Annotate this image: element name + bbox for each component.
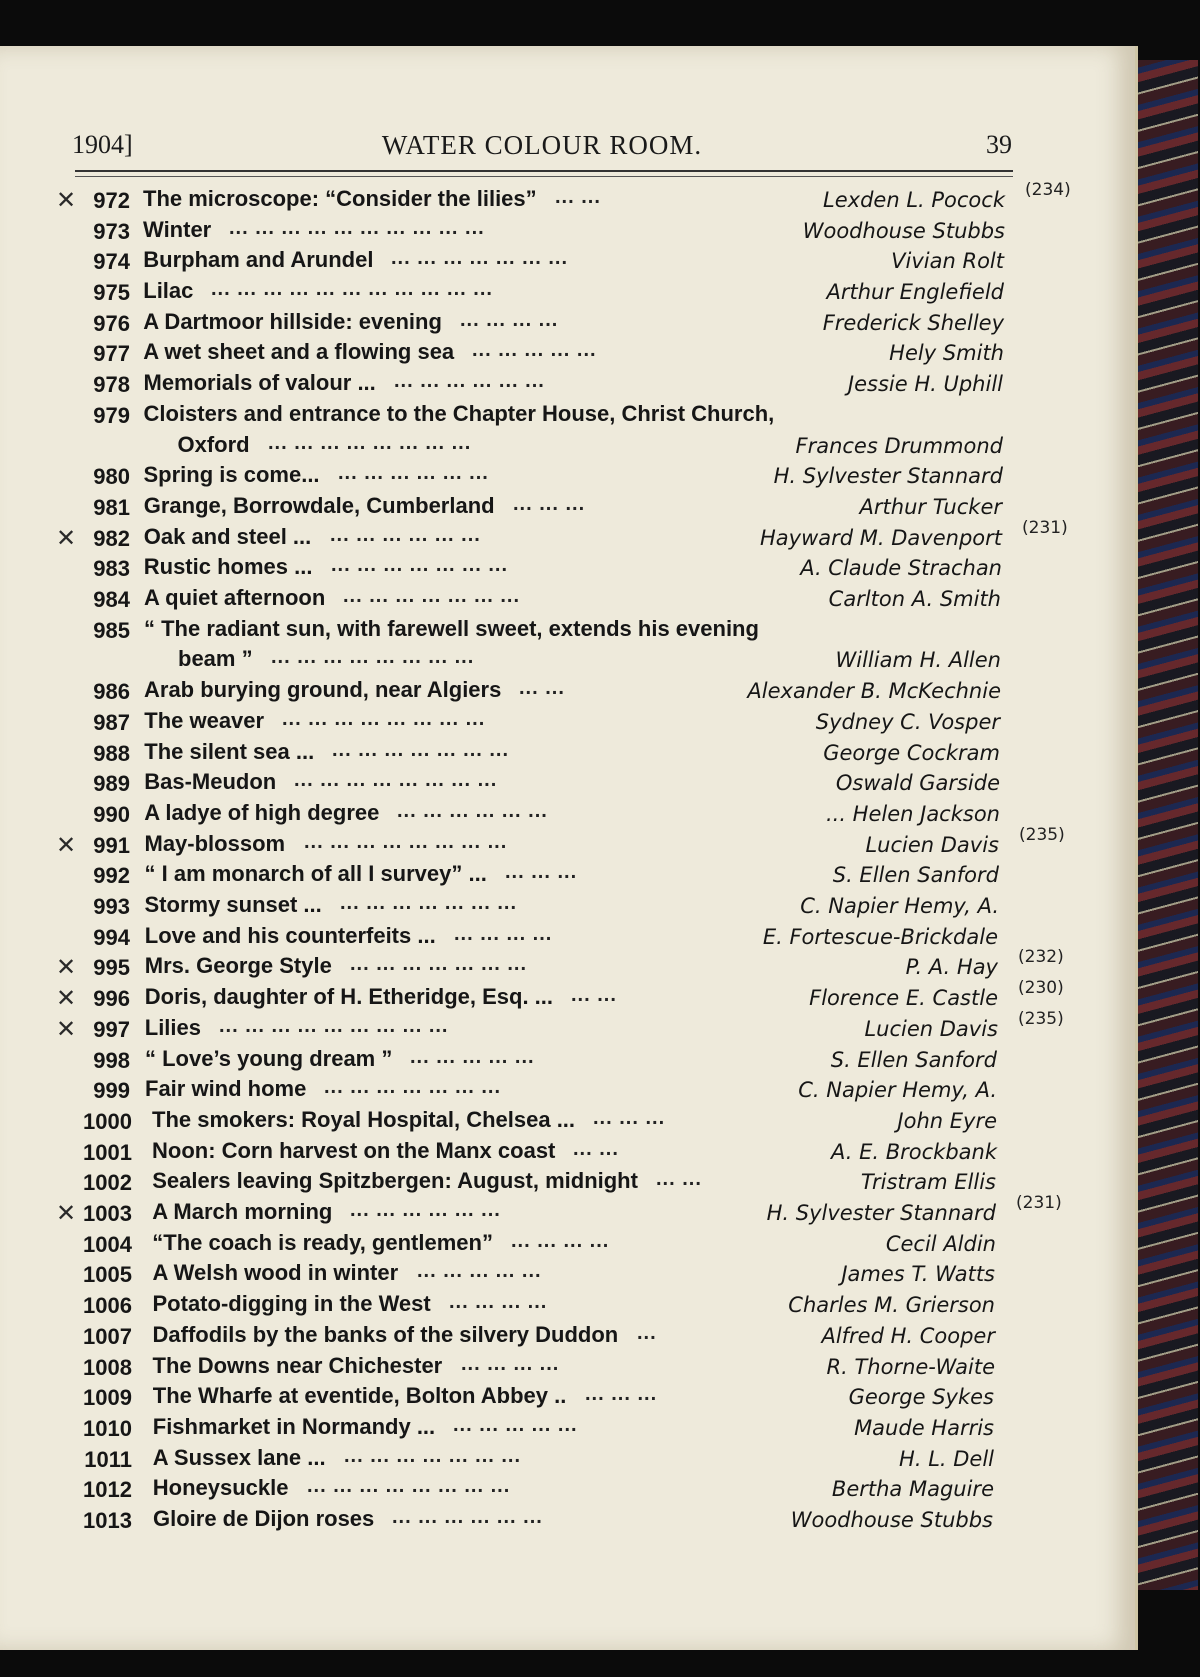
leader-dots: ... ... ... ... ... ...: [338, 462, 489, 484]
catalogue-entry: [0, 462, 1120, 492]
entry-title: Oxford: [177, 432, 250, 457]
entry-title: Bas-Meudon: [144, 769, 277, 794]
catalogue-entry: [0, 646, 1120, 676]
entry-artist: Arthur Tucker: [859, 495, 1002, 519]
entry-number: 990: [93, 802, 130, 827]
leader-dots: ... ... ... ... ... ... ... ...: [307, 1475, 511, 1497]
leader-dots: ... ... ... ... ... ... ... ...: [271, 646, 475, 668]
entry-artist: P. A. Hay: [905, 955, 998, 979]
entry-title: The microscope: “Consider the lilies”: [143, 186, 537, 211]
catalogue-entry: [0, 1168, 1120, 1198]
entry-artist: Arthur Englefield: [826, 280, 1004, 304]
entry-number: 999: [93, 1078, 130, 1103]
catalogue-entry: [0, 1046, 1120, 1076]
entry-artist: C. Napier Hemy, A.: [800, 894, 999, 918]
entry-number: 1004: [83, 1232, 132, 1257]
leader-dots: ... ... ... ... ... ...: [394, 370, 545, 392]
entry-artist: Lucien Davis: [865, 833, 999, 857]
entry-title: The Wharfe at eventide, Bolton Abbey ..: [152, 1383, 567, 1408]
handwritten-note: (235): [1019, 825, 1065, 845]
entry-title: Gloire de Dijon roses: [153, 1506, 375, 1531]
catalogue-entry: [0, 1260, 1120, 1290]
selection-mark: ✕: [56, 1015, 77, 1043]
entry-title: Rustic homes ...: [143, 554, 313, 579]
leader-dots: ... ... ... ... ... ...: [330, 524, 481, 546]
entry-number: 987: [93, 710, 130, 735]
catalogue-entry: [0, 180, 1120, 216]
entry-title: A wet sheet and a flowing sea: [143, 339, 455, 364]
entry-number: 1013: [83, 1508, 132, 1533]
leader-dots: ... ...: [519, 677, 565, 699]
entry-title: Memorials of valour ...: [143, 370, 376, 395]
entry-title: Lilac: [143, 278, 194, 303]
leader-dots: ... ... ... ...: [454, 923, 553, 945]
catalogue-entry: [0, 739, 1120, 769]
handwritten-note: (234): [1025, 180, 1071, 200]
leader-dots: ... ... ... ... ...: [453, 1414, 578, 1436]
leader-dots: ... ... ... ... ... ... ...: [350, 953, 528, 975]
entry-artist: C. Napier Hemy, A.: [798, 1078, 997, 1102]
handwritten-note: (231): [1022, 518, 1068, 538]
leader-dots: ... ... ...: [593, 1107, 666, 1129]
entry-number: 998: [93, 1048, 130, 1073]
catalogue-entry: [0, 1383, 1120, 1413]
catalogue-entry: [0, 247, 1120, 277]
catalogue-entry: [0, 1475, 1120, 1505]
entry-title: Winter: [143, 217, 212, 242]
entry-artist: H. Sylvester Stannard: [773, 464, 1003, 488]
catalogue-entry: [0, 1107, 1120, 1137]
catalogue-entry: [0, 861, 1120, 891]
entry-artist: Jessie H. Uphill: [847, 372, 1003, 396]
entry-title: The silent sea ...: [144, 739, 315, 764]
entry-number: 996: [93, 986, 130, 1011]
entry-number: 975: [93, 280, 130, 305]
entry-number: 985: [93, 618, 130, 643]
entry-title: Noon: Corn harvest on the Manx coast: [152, 1138, 556, 1163]
entry-artist: William H. Allen: [835, 648, 1001, 672]
entry-number: 978: [93, 372, 130, 397]
entry-title: Lilies: [144, 1015, 201, 1040]
entry-artist: Lexden L. Pocock: [823, 188, 1005, 212]
entry-title: Arab burying ground, near Algiers: [144, 677, 502, 702]
entry-number: 991: [93, 833, 130, 858]
catalogue-entry: [0, 278, 1120, 308]
entry-number: 1009: [83, 1385, 132, 1410]
selection-mark: ✕: [56, 524, 77, 552]
handwritten-note: (230): [1018, 978, 1064, 998]
entry-number: 1008: [83, 1355, 132, 1380]
handwritten-note: (235): [1018, 1009, 1064, 1029]
entry-artist: George Cockram: [823, 741, 1000, 765]
entry-number: 984: [93, 587, 130, 612]
entry-artist: Woodhouse Stubbs: [802, 219, 1005, 243]
leader-dots: ... ... ...: [513, 493, 586, 515]
entry-title: Doris, daughter of H. Etheridge, Esq. ...: [144, 984, 554, 1009]
entry-artist: Vivian Rolt: [891, 249, 1004, 273]
catalogue-entry: [0, 616, 1120, 646]
entry-title: The weaver: [144, 708, 265, 733]
selection-mark: ✕: [56, 831, 77, 859]
leader-dots: ... ... ...: [585, 1383, 658, 1405]
entry-title: May-blossom: [144, 831, 286, 856]
leader-dots: ... ... ... ...: [461, 1353, 560, 1375]
entry-title: Potato-digging in the West: [152, 1291, 431, 1316]
entry-number: 1001: [83, 1140, 132, 1165]
entry-artist: Alexander B. McKechnie: [747, 679, 1001, 703]
entry-artist: Florence E. Castle: [809, 986, 998, 1010]
entry-number: 1007: [83, 1324, 132, 1349]
catalogue-entry: [0, 769, 1120, 799]
catalogue-entry: [0, 978, 1120, 1014]
leader-dots: ... ...: [656, 1168, 702, 1190]
header-title: WATER COLOUR ROOM.: [381, 130, 703, 160]
entry-number: 994: [93, 925, 130, 950]
entry-title: beam ”: [178, 646, 253, 671]
leader-dots: ... ... ... ... ... ... ... ... ...: [219, 1015, 449, 1037]
selection-mark: ✕: [56, 984, 77, 1012]
entry-artist: Tristram Ellis: [860, 1170, 996, 1194]
entry-artist: James T. Watts: [841, 1262, 995, 1286]
leader-dots: ... ... ... ... ... ...: [392, 1506, 543, 1528]
entry-artist: Frederick Shelley: [822, 311, 1004, 335]
page-number: 39: [986, 130, 1012, 159]
leader-dots: ... ... ... ... ... ... ... ...: [304, 831, 508, 853]
entry-title: A March morning: [152, 1199, 333, 1224]
selection-mark: ✕: [56, 186, 77, 214]
leader-dots: ... ... ... ... ...: [417, 1260, 542, 1282]
entry-number: 989: [93, 771, 130, 796]
leader-dots: ... ... ... ... ... ... ...: [344, 1445, 522, 1467]
catalogue-entry: [0, 677, 1120, 707]
entry-artist: Hayward M. Davenport: [760, 526, 1002, 550]
entry-title: “ The radiant sun, with farewell sweet, extends his evening: [144, 616, 759, 641]
leader-dots: ... ... ... ... ... ... ... ... ... ... ...: [211, 278, 493, 300]
entry-artist: S. Ellen Sanford: [830, 1048, 997, 1072]
entry-number: 993: [93, 894, 130, 919]
entry-title: Burpham and Arundel: [143, 247, 374, 272]
entry-artist: Hely Smith: [889, 341, 1004, 365]
catalogue-entry: [0, 370, 1120, 400]
entry-number: 982: [93, 526, 130, 551]
entry-number: 1003: [83, 1201, 132, 1226]
leader-dots: ... ... ... ... ... ... ...: [391, 247, 569, 269]
entry-title: Mrs. George Style: [144, 953, 332, 978]
leader-dots: ... ... ... ... ... ... ...: [343, 585, 521, 607]
catalogue-entry: [0, 800, 1120, 830]
selection-mark: ✕: [56, 953, 77, 981]
marbled-edge: [1128, 60, 1198, 1590]
entry-number: 992: [93, 863, 130, 888]
entry-title: The smokers: Royal Hospital, Chelsea ...: [152, 1107, 576, 1132]
entry-title: Fishmarket in Normandy ...: [152, 1414, 436, 1439]
leader-dots: ... ... ... ... ... ... ...: [340, 892, 518, 914]
catalogue-entry: [0, 1445, 1120, 1475]
handwritten-note: (231): [1016, 1193, 1062, 1213]
catalogue-entry: [0, 1322, 1120, 1352]
catalogue-entry: [0, 339, 1120, 369]
entry-number: 972: [93, 188, 130, 213]
catalogue-entry: [0, 309, 1120, 339]
entry-title: Oak and steel ...: [143, 524, 312, 549]
catalogue-entry: [0, 1193, 1120, 1229]
catalogue-entry: [0, 518, 1120, 554]
entry-artist: Oswald Garside: [835, 771, 1000, 795]
catalogue-entry: [0, 1414, 1120, 1444]
entry-number: 973: [93, 219, 130, 244]
leader-dots: ... ...: [555, 186, 601, 208]
leader-dots: ... ... ... ...: [460, 309, 559, 331]
entry-title: Spring is come...: [143, 462, 320, 487]
leader-dots: ... ... ... ...: [449, 1291, 548, 1313]
handwritten-note: (232): [1018, 947, 1064, 967]
leader-dots: ... ...: [573, 1138, 619, 1160]
entry-number: 997: [93, 1017, 130, 1042]
entry-artist: A. E. Brockbank: [831, 1140, 997, 1164]
leader-dots: ... ... ... ... ... ... ...: [332, 739, 510, 761]
leader-dots: ... ... ... ... ...: [410, 1046, 535, 1068]
catalogue-entry: [0, 1076, 1120, 1106]
entry-artist: Frances Drummond: [795, 434, 1003, 458]
entry-number: 995: [93, 955, 130, 980]
entry-title: “ Love’s young dream ”: [145, 1046, 393, 1071]
catalogue-entry: [0, 1506, 1120, 1536]
entry-title: Cloisters and entrance to the Chapter House, Christ Church,: [143, 401, 775, 426]
entry-title: “The coach is ready, gentlemen”: [152, 1230, 493, 1255]
entry-artist: Alfred H. Cooper: [821, 1324, 995, 1348]
entry-title: “ I am monarch of all I survey” ...: [144, 861, 487, 886]
catalogue-entry: [0, 1138, 1120, 1168]
leader-dots: ... ... ... ... ...: [472, 339, 597, 361]
header-year: 1904]: [72, 130, 133, 159]
page-header: [72, 130, 1012, 170]
entry-title: Love and his counterfeits ...: [144, 923, 436, 948]
entry-title: The Downs near Chichester: [152, 1353, 443, 1378]
leader-dots: ... ... ... ... ... ... ... ... ... ...: [229, 217, 485, 239]
leader-dots: ... ... ... ... ... ...: [397, 800, 548, 822]
catalogue-entry: [0, 825, 1120, 861]
entry-artist: H. L. Dell: [899, 1447, 994, 1471]
entry-number: 1002: [83, 1170, 132, 1195]
leader-dots: ... ... ... ... ... ... ... ...: [268, 432, 472, 454]
entry-number: 1012: [83, 1477, 132, 1502]
leader-dots: ... ... ... ... ... ...: [350, 1199, 501, 1221]
entry-artist: Lucien Davis: [864, 1017, 998, 1041]
entry-artist: S. Ellen Sanford: [832, 863, 999, 887]
entry-title: Fair wind home: [145, 1076, 307, 1101]
leader-dots: ... ... ... ... ... ... ... ...: [294, 769, 498, 791]
entry-title: Grange, Borrowdale, Cumberland: [143, 493, 495, 518]
entry-number: 988: [93, 741, 130, 766]
entry-title: A ladye of high degree: [144, 800, 380, 825]
entry-number: 976: [93, 311, 130, 336]
entry-artist: ... Helen Jackson: [825, 802, 1000, 826]
entry-artist: A. Claude Strachan: [800, 556, 1002, 580]
entry-title: Sealers leaving Spitzbergen: August, midnight: [152, 1168, 638, 1193]
entry-number: 1000: [83, 1109, 132, 1134]
entry-title: Stormy sunset ...: [144, 892, 322, 917]
entry-artist: H. Sylvester Stannard: [766, 1201, 996, 1225]
catalogue-entry: [0, 1009, 1120, 1045]
catalogue-entry: [0, 493, 1120, 523]
catalogue-entry: [0, 892, 1120, 922]
entry-artist: Cecil Aldin: [885, 1232, 996, 1256]
header-rule: [75, 170, 1013, 177]
entry-number: 1006: [83, 1293, 132, 1318]
entry-title: A quiet afternoon: [144, 585, 326, 610]
leader-dots: ... ... ... ... ... ... ...: [331, 554, 509, 576]
entry-artist: Woodhouse Stubbs: [790, 1508, 993, 1532]
leader-dots: ... ... ... ... ... ... ...: [324, 1076, 502, 1098]
catalogue-entry: [0, 1230, 1120, 1260]
leader-dots: ... ... ... ...: [511, 1230, 610, 1252]
catalogue-entry: [0, 217, 1120, 247]
entry-number: 1005: [83, 1262, 132, 1287]
entry-artist: Sydney C. Vosper: [815, 710, 1000, 734]
entry-number: 977: [93, 341, 130, 366]
entry-artist: Bertha Maguire: [831, 1477, 994, 1501]
catalogue-entry: [0, 432, 1120, 462]
catalogue-entry: [0, 1353, 1120, 1383]
entry-artist: John Eyre: [897, 1109, 997, 1133]
entry-number: 981: [93, 495, 130, 520]
entry-title: A Sussex lane ...: [152, 1445, 326, 1470]
entry-artist: Charles M. Grierson: [788, 1293, 995, 1317]
entry-artist: R. Thorne-Waite: [826, 1355, 995, 1379]
entry-number: 979: [93, 403, 130, 428]
entry-title: A Welsh wood in winter: [152, 1260, 399, 1285]
entry-title: Honeysuckle: [152, 1475, 289, 1500]
selection-mark: ✕: [56, 1199, 77, 1227]
entry-title: Daffodils by the banks of the silvery Duddon: [152, 1322, 619, 1347]
entry-artist: Maude Harris: [854, 1416, 994, 1440]
leader-dots: ... ... ... ... ... ... ... ...: [282, 708, 486, 730]
catalogue-entry: [0, 923, 1120, 953]
catalogue-entry: [0, 401, 1120, 431]
entry-number: 986: [93, 679, 130, 704]
entry-artist: George Sykes: [848, 1385, 994, 1409]
catalogue-entry: [0, 554, 1120, 584]
entry-number: 974: [93, 249, 130, 274]
entry-artist: E. Fortescue-Brickdale: [762, 925, 998, 949]
entry-number: 1011: [84, 1447, 132, 1472]
catalogue-entry: [0, 585, 1120, 615]
catalogue-entry: [0, 947, 1120, 983]
catalogue-entry: [0, 1291, 1120, 1321]
entry-number: 1010: [83, 1416, 132, 1441]
leader-dots: ... ...: [571, 984, 617, 1006]
entry-number: 983: [93, 556, 130, 581]
entry-title: A Dartmoor hillside: evening: [143, 309, 442, 334]
entry-number: 980: [93, 464, 130, 489]
leader-dots: ...: [637, 1322, 657, 1344]
catalogue-entry: [0, 708, 1120, 738]
leader-dots: ... ... ...: [505, 861, 578, 883]
entry-artist: Carlton A. Smith: [828, 587, 1001, 611]
